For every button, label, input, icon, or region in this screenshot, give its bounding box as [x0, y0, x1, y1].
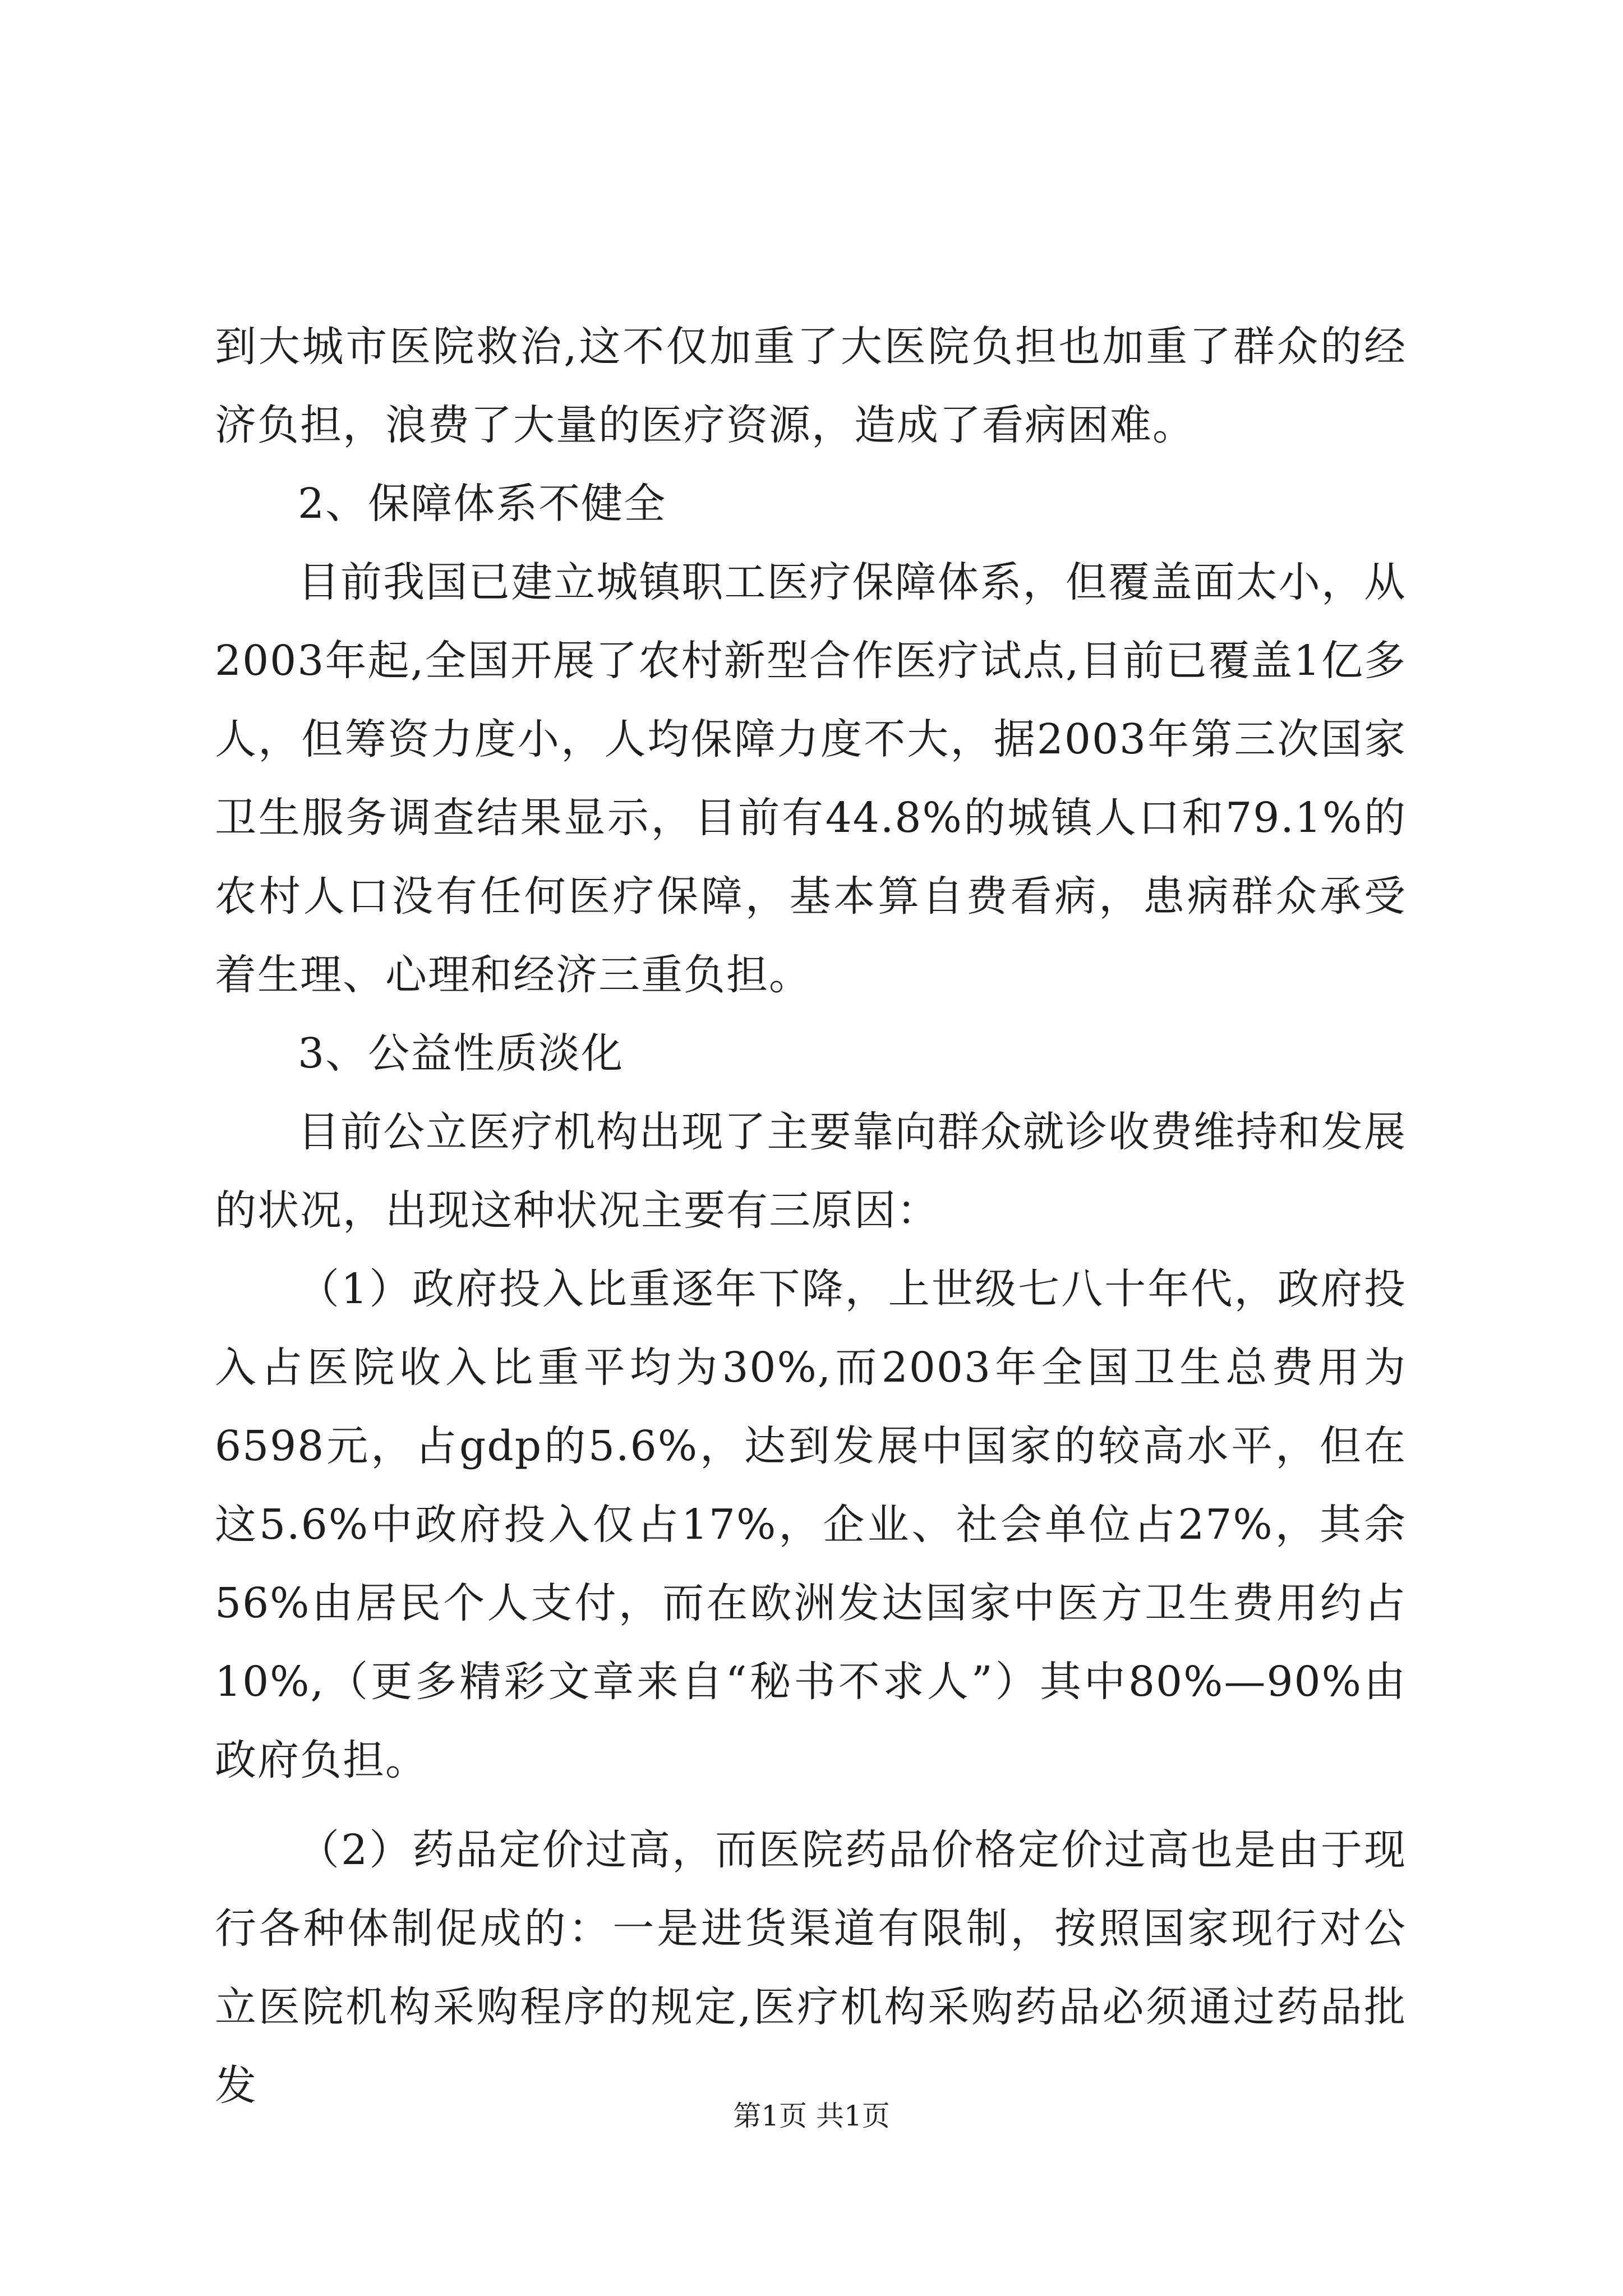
page-footer — [0, 2099, 1623, 2133]
paragraph-reason-2: （2）药品定价过高，而医院药品价格定价过高也是由于现行各种体制促成的：一是进货渠道有限制，按照国家现行对公立医院机构采购程序的规定,医疗机构采购药品必须通过药品批发 — [215, 1826, 1407, 2110]
subheading-security-system: 2、保障体系不健全 — [298, 480, 667, 528]
paragraph-security-system: 目前我国已建立城镇职工医疗保障体系，但覆盖面太小，从2003年起,全国开展了农村新型合作医疗试点,目前已覆盖1亿多人，但筹资力度小，人均保障力度不大，据2003年第三次国家卫生服务调查结果显示，目前有44.8%的城镇人口和79.1%的农村人口没有任何医疗保障，基本算自费看病，患病群众承受着生理、心理和经济三重负担。 — [215, 558, 1407, 999]
paragraph-reason-1: （1）政府投入比重逐年下降，上世级七八十年代，政府投入占医院收入比重平均为30%,而2003年全国卫生总费用为6598元，占gdp的5.6%，达到发展中国家的较高水平，但在这5.6%中政府投入仅占17%，企业、社会单位占27%，其余56%由居民个人支付，而在欧洲发达国家中医方卫生费用约占10%,（更多精彩文章来自“秘书不求人”）其中80%—90%由政府负担。 — [215, 1265, 1407, 1784]
subheading-public-welfare: 3、公益性质淡化 — [298, 1029, 624, 1078]
page-number-label: 第1页 共1页 — [733, 2100, 890, 2132]
paragraph-public-welfare-intro: 目前公立医疗机构出现了主要靠向群众就诊收费维持和发展的状况，出现这种状况主要有三原因： — [215, 1108, 1407, 1235]
document-body — [215, 307, 1407, 2125]
paragraph-continuation: 到大城市医院救治,这不仅加重了大医院负担也加重了群众的经济负担，浪费了大量的医疗资源，造成了看病困难。 — [215, 323, 1407, 449]
